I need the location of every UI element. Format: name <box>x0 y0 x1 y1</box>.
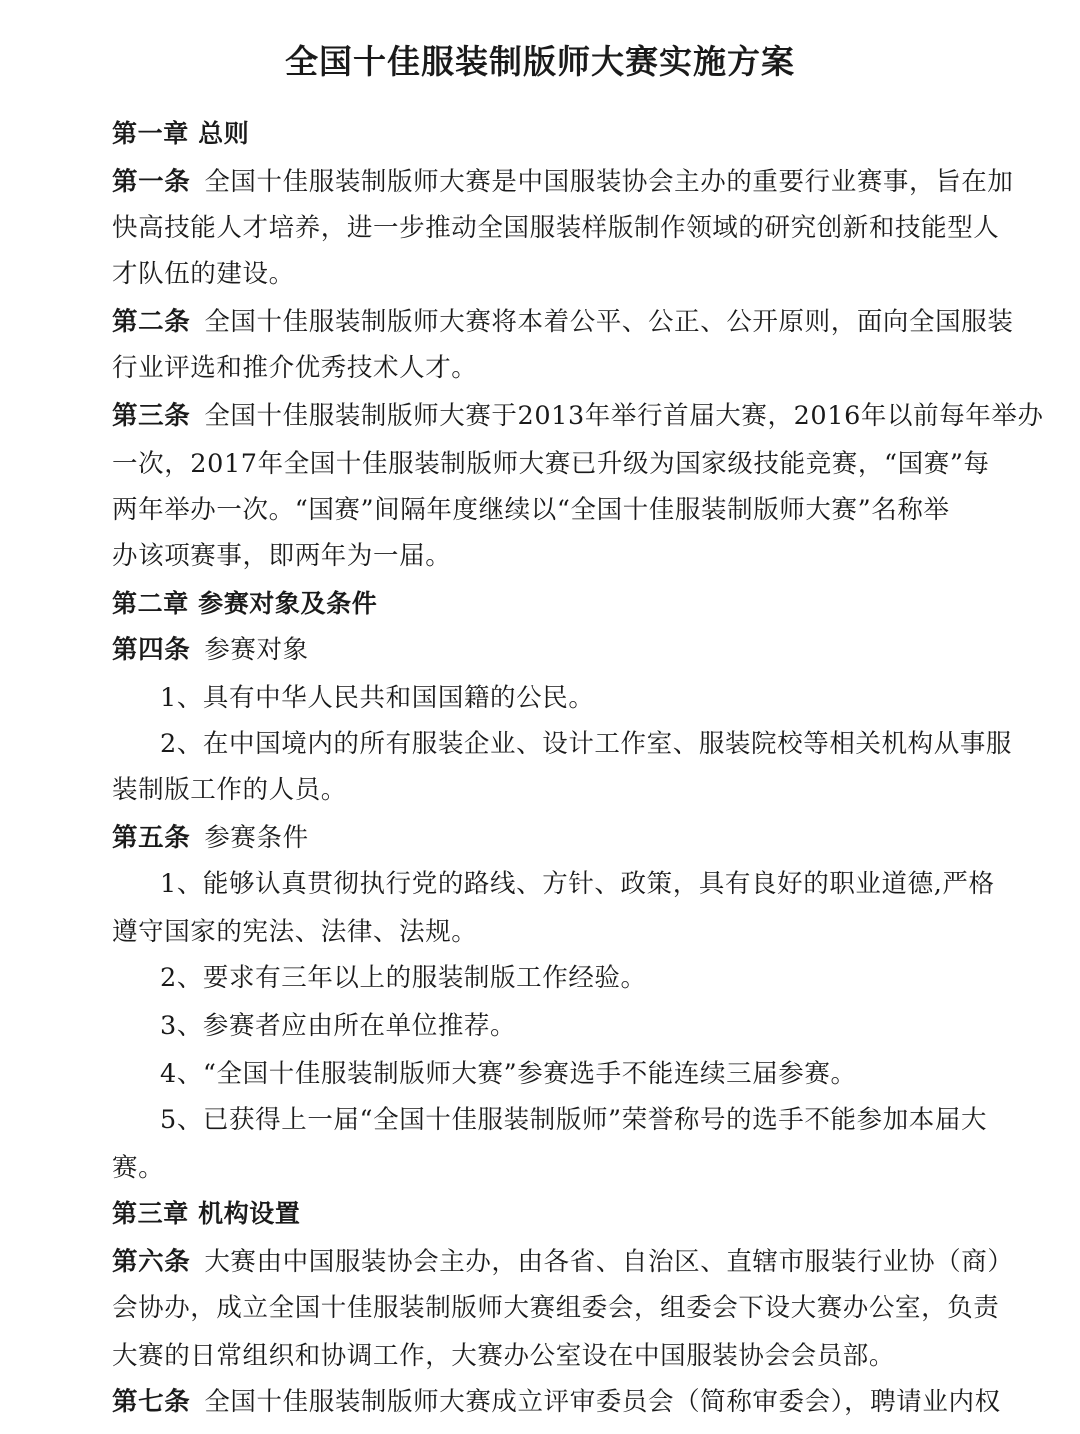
article-1-label: 第一条 <box>112 167 191 197</box>
article-2-line-1 <box>112 306 1013 338</box>
article-4-text: 参赛对象 <box>204 635 309 665</box>
article-4-label: 第四条 <box>112 635 191 665</box>
article-4-line-1 <box>112 634 309 666</box>
article-4-item-1: 1、具有中华人民共和国国籍的公民。 <box>160 683 595 713</box>
article-1-line-3: 才队伍的建设。 <box>112 259 295 289</box>
article-5-item-5-cont: 赛。 <box>112 1153 165 1183</box>
article-5-text: 参赛条件 <box>204 823 309 853</box>
article-5-item-1: 1、能够认真贯彻执行党的路线、方针、政策，具有良好的职业道德,严格 <box>160 869 995 899</box>
article-4-item-2: 2、在中国境内的所有服装企业、设计工作室、服装院校等相关机构从事服 <box>160 729 1013 759</box>
article-2-line-2: 行业评选和推介优秀技术人才。 <box>112 353 478 383</box>
article-5-item-2: 2、要求有三年以上的服装制版工作经验。 <box>160 963 647 993</box>
article-1-text-1: 全国十佳服装制版师大赛是中国服装协会主办的重要行业赛事，旨在加 <box>204 167 1014 197</box>
article-3-line-3: 两年举办一次。“国赛”间隔年度继续以“全国十佳服装制版师大赛”名称举 <box>112 495 950 525</box>
document-title: 全国十佳服装制版师大赛实施方案 <box>285 42 795 81</box>
article-5-item-1-cont: 遵守国家的宪法、法律、法规。 <box>112 917 478 947</box>
article-5-label: 第五条 <box>112 823 191 853</box>
article-6-line-2: 会协办，成立全国十佳服装制版师大赛组委会，组委会下设大赛办公室，负责 <box>112 1293 1000 1323</box>
article-7-text-1: 全国十佳服装制版师大赛成立评审委员会（简称审委会），聘请业内权 <box>204 1387 1001 1417</box>
chapter-2-heading: 第二章 参赛对象及条件 <box>112 589 378 618</box>
article-1-line-1 <box>112 166 1013 198</box>
article-6-text-1: 大赛由中国服装协会主办，由各省、自治区、直辖市服装行业协（商） <box>204 1247 1014 1277</box>
article-1-line-2: 快高技能人才培养，进一步推动全国服装样版制作领域的研究创新和技能型人 <box>112 213 1000 243</box>
article-2-text-1: 全国十佳服装制版师大赛将本着公平、公正、公开原则，面向全国服装 <box>204 307 1014 337</box>
article-7-label: 第七条 <box>112 1387 191 1417</box>
article-4-item-2-cont: 装制版工作的人员。 <box>112 775 347 805</box>
article-3-text-1: 全国十佳服装制版师大赛于2013年举行首届大赛，2016年以前每年举办 <box>204 401 1044 431</box>
article-3-line-2: 一次，2017年全国十佳服装制版师大赛已升级为国家级技能竞赛，“国赛”每 <box>112 449 990 479</box>
article-6-label: 第六条 <box>112 1247 191 1277</box>
article-5-item-3: 3、参赛者应由所在单位推荐。 <box>160 1011 517 1041</box>
article-6-line-1 <box>112 1246 1013 1278</box>
article-3-label: 第三条 <box>112 401 191 431</box>
article-3-line-4: 办该项赛事，即两年为一届。 <box>112 541 452 571</box>
article-7-line-1 <box>112 1386 1001 1418</box>
article-2-label: 第二条 <box>112 307 191 337</box>
chapter-3-heading: 第三章 机构设置 <box>112 1199 301 1228</box>
article-5-item-4: 4、“全国十佳服装制版师大赛”参赛选手不能连续三届参赛。 <box>160 1059 857 1089</box>
article-6-line-3: 大赛的日常组织和协调工作，大赛办公室设在中国服装协会会员部。 <box>112 1341 896 1371</box>
article-5-item-5: 5、已获得上一届“全国十佳服装制版师”荣誉称号的选手不能参加本届大 <box>160 1105 988 1135</box>
article-5-line-1 <box>112 822 309 854</box>
chapter-1-heading: 第一章 总则 <box>112 119 250 148</box>
article-3-line-1 <box>112 400 1044 432</box>
